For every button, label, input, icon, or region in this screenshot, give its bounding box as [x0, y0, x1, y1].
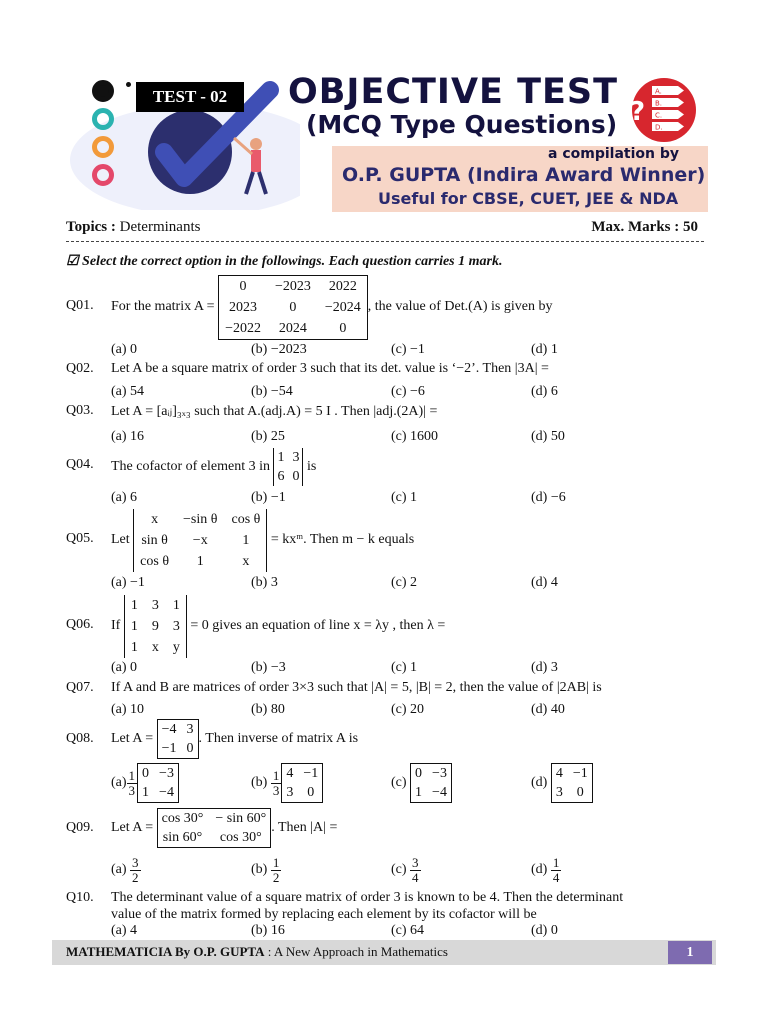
q5-option-a[interactable]: (a) −1	[111, 575, 145, 590]
matrix-cell: 2023	[229, 299, 258, 315]
q7-number: Q07.	[66, 680, 94, 695]
matrix-cell: −sin θ	[183, 511, 218, 527]
q2-number: Q02.	[66, 361, 94, 376]
matrix-cell: −2023	[274, 278, 311, 294]
q1-option-d[interactable]: (d) 1	[531, 342, 558, 357]
q7-option-b[interactable]: (b) 80	[251, 702, 285, 717]
question-list-icon	[620, 78, 706, 142]
q1-post: , the value of Det.(A) is given by	[367, 299, 553, 314]
matrix-cell: cos 30°	[161, 811, 204, 826]
q3-option-c[interactable]: (c) 1600	[391, 429, 439, 444]
option-label: (c)	[391, 775, 407, 790]
q5-option-c[interactable]: (c) 2	[391, 575, 418, 590]
red-circle-icon	[92, 164, 114, 186]
q8-number: Q08.	[66, 731, 94, 746]
q10-option-a[interactable]: (a) 4	[111, 923, 138, 938]
matrix-cell: −2022	[225, 320, 261, 336]
matrix-cell: 4	[286, 766, 294, 781]
matrix-cell: cos 30°	[219, 830, 262, 845]
test-badge: TEST - 02	[136, 82, 244, 112]
matrix-cell: −x	[192, 532, 208, 548]
q1-option-b[interactable]: (b) −2023	[251, 342, 307, 357]
q3-text: Let A = [aᵢⱼ]₃ₓ₃ such that A.(adj.A) = 5 I . Then |adj.(2A)| =	[111, 404, 438, 419]
q6-option-b[interactable]: (b) −3	[251, 660, 286, 675]
matrix-cell: x	[151, 639, 159, 655]
numerator: 1	[552, 854, 560, 870]
svg-text:?: ?	[630, 97, 646, 127]
dashed-divider	[66, 241, 704, 242]
q10-option-b[interactable]: (b) 16	[251, 923, 285, 938]
q3-number: Q03.	[66, 403, 94, 418]
q3-option-b[interactable]: (b) 25	[251, 429, 285, 444]
matrix-cell: 0	[186, 741, 194, 756]
q10-number: Q10.	[66, 890, 94, 905]
compilation-label: a compilation by	[548, 146, 679, 162]
matrix-cell: −1	[303, 766, 319, 781]
fraction	[410, 856, 421, 885]
option-label: (a)	[111, 862, 127, 877]
matrix-cell: 3	[286, 785, 294, 800]
page-title: OBJECTIVE TEST	[288, 72, 618, 112]
q6-option-d[interactable]: (d) 3	[531, 660, 558, 675]
q5-option-d[interactable]: (d) 4	[531, 575, 558, 590]
q8-option-c[interactable]	[391, 762, 452, 804]
q3-option-d[interactable]: (d) 50	[531, 429, 565, 444]
option-label: (a)	[111, 775, 127, 790]
matrix-cell: −1	[161, 741, 177, 756]
useful-for: Useful for CBSE, CUET, JEE & NDA	[378, 189, 679, 208]
matrix-cell: 1	[196, 553, 204, 569]
q2-option-a[interactable]: (a) 54	[111, 384, 145, 399]
denominator: 3	[272, 782, 280, 798]
q5-option-b[interactable]: (b) 3	[251, 575, 278, 590]
denominator: 2	[132, 869, 139, 885]
matrix-cell: 3	[151, 597, 159, 613]
max-marks: Max. Marks : 50	[591, 219, 698, 235]
matrix-cell: 1	[277, 450, 285, 465]
numerator: 3	[132, 854, 139, 870]
q9-option-b[interactable]	[251, 852, 281, 888]
option-matrix	[281, 763, 323, 803]
fraction	[130, 856, 141, 885]
matrix-cell: 6	[277, 469, 285, 484]
q9-pre: Let A =	[111, 820, 154, 835]
option-label: (d)	[531, 775, 548, 790]
q2-option-b[interactable]: (b) −54	[251, 384, 293, 399]
fraction	[271, 769, 282, 798]
q4-pre: The cofactor of element 3 in	[111, 459, 270, 474]
list-badge-a: A.	[655, 87, 662, 96]
matrix-cell: 0	[292, 469, 300, 484]
q8-matrix	[157, 719, 199, 759]
q4-option-a[interactable]: (a) 6	[111, 490, 138, 505]
numerator: 1	[272, 767, 280, 783]
q3-option-a[interactable]: (a) 16	[111, 429, 145, 444]
q1-number: Q01.	[66, 298, 94, 313]
numerator: 3	[412, 854, 419, 870]
decorative-circles	[92, 80, 114, 186]
matrix-cell: sin θ	[141, 532, 168, 548]
matrix-cell: 0	[142, 766, 150, 781]
q9-option-d[interactable]	[531, 852, 561, 888]
page-subtitle: (MCQ Type Questions)	[306, 110, 618, 139]
q6-pre: If	[111, 618, 121, 633]
q6-number: Q06.	[66, 617, 94, 632]
matrix-cell: − sin 60°	[215, 811, 267, 826]
q5-text	[111, 508, 414, 572]
q9-matrix	[157, 808, 272, 848]
q10-line2: value of the matrix formed by replacing each element by its cofactor will be	[111, 907, 537, 922]
numerator: 1	[272, 854, 280, 870]
matrix-cell: 1	[142, 785, 150, 800]
fraction	[551, 856, 562, 885]
q4-text	[111, 446, 316, 488]
matrix-cell: 1	[130, 597, 138, 613]
instruction: ☑ Select the correct option in the followings. Each question carries 1 mark.	[66, 254, 503, 269]
q7-text: If A and B are matrices of order 3×3 such that |A| = 5, |B| = 2, then the value of |2AB| is	[111, 680, 602, 695]
matrix-cell: cos θ	[140, 553, 170, 569]
q10-line1: The determinant value of a square matrix of order 3 is known to be 4. Then the determinant	[111, 890, 624, 905]
q4-number: Q04.	[66, 457, 94, 472]
q4-post: is	[306, 459, 317, 474]
q6-post: = 0 gives an equation of line x = λy , then λ =	[190, 618, 446, 633]
denominator: 4	[552, 869, 560, 885]
option-label: (d)	[531, 862, 548, 877]
matrix-cell: 3	[172, 618, 180, 634]
quiz-badge	[620, 78, 706, 142]
fraction	[127, 769, 138, 798]
q1-pre: For the matrix A =	[111, 299, 215, 314]
list-badge-c: C.	[655, 111, 663, 120]
denominator: 2	[272, 869, 280, 885]
q10-option-d[interactable]: (d) 0	[531, 923, 558, 938]
matrix-cell: 2024	[278, 320, 307, 336]
black-dot-icon	[92, 80, 114, 102]
matrix-cell: 0	[289, 299, 297, 315]
author-name: O.P. GUPTA (Indira Award Winner)	[342, 164, 706, 186]
footer-tagline: : A New Approach in Mathematics	[264, 944, 448, 959]
q5-number: Q05.	[66, 531, 94, 546]
numerator: 1	[128, 767, 136, 783]
option-label: (b)	[251, 775, 268, 790]
matrix-cell: 9	[151, 618, 159, 634]
topics	[66, 219, 200, 236]
matrix-cell: −2024	[324, 299, 361, 315]
q1-option-a[interactable]: (a) 0	[111, 342, 138, 357]
matrix-cell: sin 60°	[162, 830, 203, 845]
q5-pre: Let	[111, 532, 130, 547]
q8-pre: Let A =	[111, 731, 154, 746]
footer-text	[66, 944, 448, 960]
matrix-cell: −4	[432, 785, 447, 800]
option-matrix	[410, 763, 452, 803]
option-matrix	[551, 763, 593, 803]
matrix-cell: 0	[576, 785, 584, 800]
q10-option-c[interactable]: (c) 64	[391, 923, 425, 938]
matrix-cell: cos θ	[231, 511, 261, 527]
option-label: (b)	[251, 862, 268, 877]
q7-option-d[interactable]: (d) 40	[531, 702, 565, 717]
q9-option-a[interactable]	[111, 852, 141, 888]
q7-option-c[interactable]: (c) 20	[391, 702, 425, 717]
q6-option-a[interactable]: (a) 0	[111, 660, 138, 675]
q1-text	[111, 276, 552, 338]
option-matrix	[137, 763, 179, 803]
q9-text	[111, 807, 337, 849]
matrix-cell: 3	[186, 722, 194, 737]
matrix-cell: 3	[292, 450, 300, 465]
matrix-cell: x	[242, 553, 250, 569]
denominator: 4	[412, 869, 419, 885]
q1-matrix	[218, 275, 368, 340]
footer-brand: MATHEMATICIA By O.P. GUPTA	[66, 944, 265, 959]
matrix-cell: −3	[159, 766, 174, 781]
page-number: 1	[668, 941, 712, 964]
matrix-cell: y	[172, 639, 180, 655]
q7-option-a[interactable]: (a) 10	[111, 702, 145, 717]
q6-determinant	[124, 595, 187, 658]
q6-option-c[interactable]: (c) 1	[391, 660, 418, 675]
teal-circle-icon	[92, 108, 114, 130]
q4-determinant	[273, 448, 303, 486]
matrix-cell: 0	[339, 320, 347, 336]
option-label: (c)	[391, 862, 407, 877]
matrix-cell: 1	[172, 597, 180, 613]
q2-option-d[interactable]: (d) 6	[531, 384, 558, 399]
matrix-cell: 4	[555, 766, 563, 781]
matrix-cell: 1	[130, 618, 138, 634]
matrix-cell: 1	[242, 532, 250, 548]
q4-option-b[interactable]: (b) −1	[251, 490, 286, 505]
q8-option-a[interactable]	[111, 762, 179, 804]
orange-circle-icon	[92, 136, 114, 158]
denominator: 3	[128, 782, 136, 798]
q8-post: . Then inverse of matrix A is	[198, 731, 359, 746]
q8-option-d[interactable]	[531, 762, 593, 804]
matrix-cell: 3	[555, 785, 563, 800]
q6-text	[111, 594, 445, 658]
q4-option-c[interactable]: (c) 1	[391, 490, 418, 505]
matrix-cell: 1	[130, 639, 138, 655]
q2-option-c[interactable]: (c) −6	[391, 384, 425, 399]
matrix-cell: 0	[307, 785, 315, 800]
matrix-cell: x	[151, 511, 159, 527]
q5-post: = kxᵐ. Then m − k equals	[270, 532, 415, 547]
matrix-cell: −1	[572, 766, 588, 781]
q8-text	[111, 718, 358, 760]
matrix-cell: 0	[415, 766, 423, 781]
topics-label: Topics :	[66, 219, 116, 235]
matrix-cell: 1	[415, 785, 423, 800]
fraction	[271, 856, 282, 885]
list-badge-b: B.	[655, 99, 663, 108]
q2-text: Let A be a square matrix of order 3 such that its det. value is ‘−2’. Then |3A| =	[111, 361, 549, 376]
topics-value: Determinants	[119, 219, 201, 235]
q9-post: . Then |A| =	[271, 820, 338, 835]
q5-determinant	[133, 509, 267, 572]
list-badge-d: D.	[655, 123, 663, 132]
matrix-cell: −4	[159, 785, 174, 800]
matrix-cell: −3	[432, 766, 447, 781]
q8-option-b[interactable]	[251, 762, 323, 804]
small-dot-icon	[126, 82, 131, 87]
q9-number: Q09.	[66, 820, 94, 835]
q9-option-c[interactable]	[391, 852, 421, 888]
matrix-cell: 2022	[328, 278, 357, 294]
matrix-cell: 0	[239, 278, 247, 294]
q4-option-d[interactable]: (d) −6	[531, 490, 566, 505]
matrix-cell: −4	[161, 722, 177, 737]
q1-option-c[interactable]: (c) −1	[391, 342, 425, 357]
